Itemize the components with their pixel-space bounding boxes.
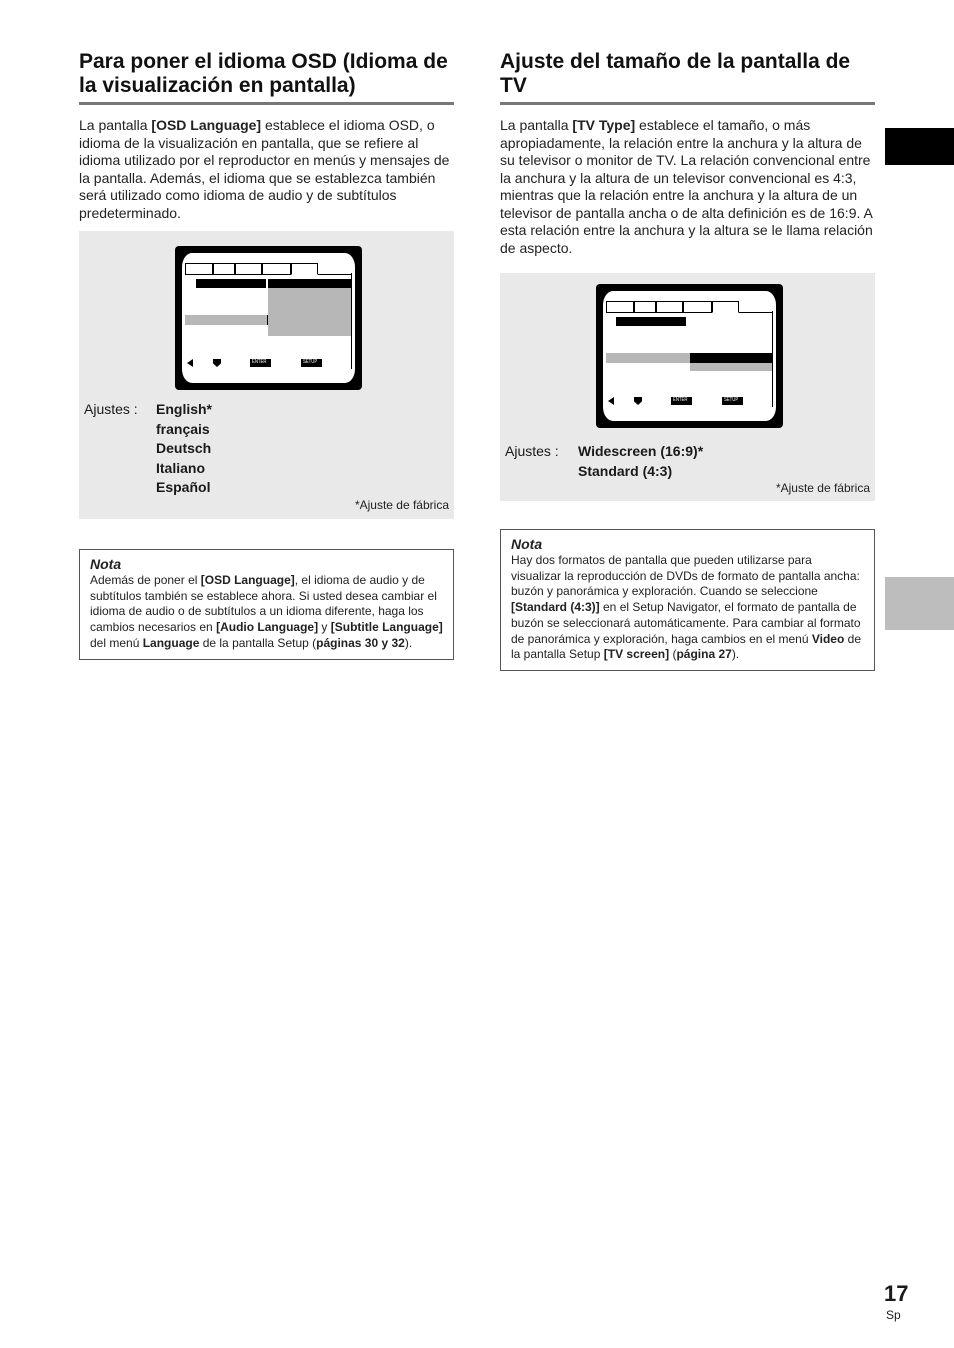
enter-button-icon: ENTER: [671, 397, 692, 405]
chapter-tab-black: [885, 128, 954, 165]
settings-options: [578, 442, 778, 481]
factory-default-note: *Ajuste de fábrica: [775, 481, 870, 495]
osd-language-heading: Para poner el idioma OSD (Idioma de la visualización en pantalla): [79, 50, 454, 105]
selected-row: [185, 315, 267, 325]
enter-button-icon: ENTER: [250, 359, 271, 367]
menu-tab: [213, 263, 235, 275]
left-column: [79, 50, 454, 660]
setup-menu-screen: [603, 291, 776, 421]
setup-menu-screen: [182, 253, 355, 383]
menu-tab-active: [291, 263, 318, 275]
tv-size-intro: La pantalla [TV Type] establece el tamaño, o más apropiadamente, la relación entre la anchura y la altura de su televisor o monitor de TV. La relación convencional entre la anchura y la altura de un televisor convencional es 4:3, mientras que la relación entre la anchura y la altura de un televisor de pantalla ancha o de alta definición es de 16:9. A esta relación entre la anchura y la altura se le llama relación de aspecto.: [500, 117, 873, 256]
tv-type-note: [500, 529, 875, 671]
right-column: [500, 50, 875, 671]
note-title: Nota: [511, 536, 543, 552]
tv-screen-illustration: [596, 284, 783, 428]
tv-screen-illustration: [175, 246, 362, 390]
menu-tab: [634, 301, 656, 313]
page-number: 17: [884, 1281, 909, 1306]
option-standard: Standard (4:3): [578, 462, 673, 479]
tv-size-heading: Ajuste del tamaño de la pantalla de TV: [500, 50, 875, 105]
menu-option-highlight: [268, 279, 352, 288]
osd-language-intro: La pantalla [OSD Language] establece el idioma OSD, o idioma de la visualización en pantalla, que se refiere al idioma utilizado por el reproductor en menús y mensajes de la pantalla. Además, el idioma que se establezca también será utilizado como idioma de audio y de subtítulos predeterminado.: [79, 117, 450, 221]
left-arrow-icon: [608, 397, 614, 405]
down-arrow-icon: [213, 359, 221, 367]
menu-tab: [606, 301, 634, 313]
menu-tabs: [606, 301, 773, 313]
setup-button-icon: SETUP: [722, 397, 743, 405]
factory-default-note: *Ajuste de fábrica: [354, 498, 449, 512]
menu-tab: [185, 263, 213, 275]
option-deutsch: Deutsch: [156, 440, 212, 456]
setup-button-icon: SETUP: [301, 359, 322, 367]
option-list-panel: [268, 288, 352, 336]
option-widescreen: Widescreen (16:9)*: [578, 443, 704, 459]
screen-edge-line: [772, 311, 773, 407]
tv-type-figure-box: [500, 273, 875, 501]
chapter-tab-gray: [885, 577, 954, 630]
option-francais: français: [156, 420, 210, 437]
menu-tab-active: [712, 301, 739, 313]
menu-tab: [235, 263, 262, 275]
settings-options: [156, 400, 296, 498]
osd-language-figure-box: [79, 231, 454, 519]
menu-item-highlight: [616, 317, 686, 326]
settings-label: Ajustes :: [505, 443, 559, 459]
note-title: Nota: [90, 556, 122, 572]
option-list-panel: [690, 363, 773, 371]
left-arrow-icon: [187, 359, 193, 367]
menu-tab: [262, 263, 291, 275]
option-english: English*: [156, 401, 213, 417]
menu-item-highlight: [196, 279, 266, 288]
note-body: Hay dos formatos de pantalla que pueden utilizarse para visualizar la reproducción de DVDs de formato de pantalla ancha: buzón y panorámica y exploración. Cuando se seleccione [Standard (4:3)] en el Setup Navigator, el formato de pantalla de buzón se seleccionará automáticamente. Para cambiar al formato de panorámica y exploración, haga cambios en el menú Video de la pantalla Setup [TV screen] (página 27).: [511, 553, 861, 662]
page-language-code: Sp: [886, 1308, 901, 1322]
option-espanol: Español: [156, 479, 211, 495]
row-divider: [267, 315, 268, 325]
down-arrow-icon: [634, 397, 642, 405]
osd-language-note: [79, 549, 454, 660]
selected-row: [606, 353, 690, 363]
menu-tab: [683, 301, 712, 313]
menu-tabs: [185, 263, 352, 275]
option-italiano: Italiano: [156, 459, 206, 476]
menu-tab: [656, 301, 683, 313]
menu-option-highlight: [690, 353, 773, 363]
settings-label: Ajustes :: [84, 401, 138, 417]
note-body: Además de poner el [OSD Language], el idioma de audio y de subtítulos también se establece ahora. Si usted desea cambiar el idioma de audio o de subtítulos a un idioma diferente, haga los cambios necesarios en [Audio Language] y [Subtitle Language] del menú Language de la pantalla Setup (páginas 30 y 32).: [90, 573, 443, 650]
screen-edge-line: [351, 273, 352, 369]
